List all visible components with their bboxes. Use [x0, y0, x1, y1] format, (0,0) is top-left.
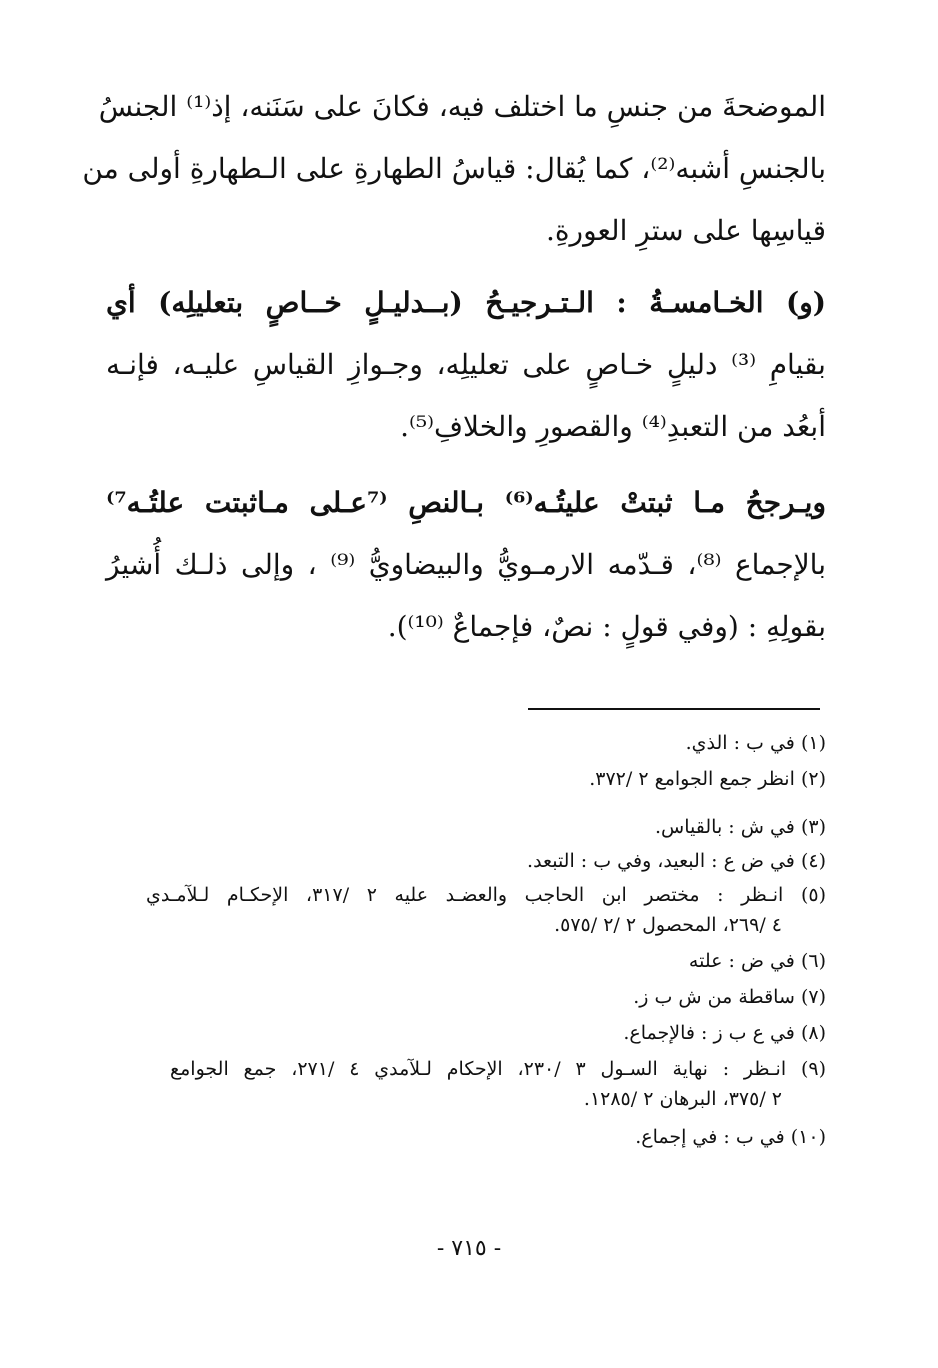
footnote-text: في ض ع : البعيد، وفي ب : التبعد.	[527, 850, 795, 872]
paragraph-2	[106, 272, 826, 458]
paragraph-3	[106, 472, 826, 658]
paragraph-line: بالجنسِ أشبه⁽²⁾، كما يُقال: قياسُ الطهارةِ على الـطهارةِ أولى من	[82, 152, 826, 185]
footnote-9-continuation	[146, 1084, 826, 1114]
paragraph-line: ويـرجحُ مـا ثبتتْ عليتُـه⁽⁶⁾ بـالنصِ ⁽⁷عـلى مـاثبتت علتُـه⁷⁾	[106, 486, 826, 519]
footnote-5-continuation	[146, 910, 826, 940]
paragraph-line: الموضحةَ من جنسِ ما اختلف فيه، فكانَ على سَنَنه، إذ⁽¹⁾ الجنسُ	[98, 90, 826, 123]
paragraph-line: بالإجماع ⁽⁸⁾، قـدّمه الارمـويُّ والبيضاويُّ ⁽⁹⁾ ، وإلى ذلـك أُشيرُ	[106, 548, 827, 581]
footnote-2	[146, 764, 826, 794]
footnote-text: في ش : بالقياس.	[655, 816, 795, 838]
footnote-number: (١)	[800, 732, 826, 754]
footnote-number: (٤)	[800, 850, 826, 872]
footnote-9	[170, 1054, 826, 1084]
footnote-separator	[528, 708, 820, 710]
footnote-6	[146, 946, 826, 976]
paragraph-line: بقيامِ ⁽³⁾ دليلٍ خـاصٍ على تعليلِه، وجـوازِ القياسِ عليـه، فإنـه	[106, 348, 826, 381]
footnote-7	[146, 982, 826, 1012]
footnote-3	[146, 812, 826, 842]
paragraph-line: قياسِها على سترِ العورةِ.	[545, 214, 826, 247]
footnote-number: (٣)	[800, 816, 826, 838]
footnote-text: انـظر : نهاية السـول ٣ /٢٣٠، الإحكام لـلآمدي ٤ /٢٧١، جمع الجوامع	[170, 1058, 787, 1080]
paragraph-line: أبعُد من التعبدِ⁽⁴⁾ والقصورِ والخلافِ⁽⁵⁾.	[400, 410, 826, 443]
footnote-10	[146, 1122, 826, 1152]
footnote-4	[146, 846, 826, 876]
footnote-number: (٦)	[800, 950, 826, 972]
footnote-text: في ع ب ز : فالإجماع.	[623, 1022, 795, 1044]
footnote-5	[146, 880, 826, 910]
paragraph-1	[82, 76, 826, 262]
footnote-text: ٤ /٢٦٩، المحصول ٢ /٢ /٥٧٥.	[554, 914, 782, 936]
footnote-text: ساقطة من ش ب ز.	[633, 986, 795, 1008]
page-number: - ٧١٥ -	[436, 1236, 502, 1261]
footnote-text: انظر جمع الجوامع ٢ /٣٧٢.	[589, 768, 795, 790]
footnote-text: في ب : الذي.	[685, 732, 795, 754]
paragraph-line: بقولِهِ : (وفي قولٍ : نصٌ، فإجماعٌ ⁽¹⁰⁾).	[387, 610, 826, 643]
paragraph-line: (و) الخـامسـةُ : الـتـرجيـحُ (بــدليـلٍ خــاصٍ بتعليلِه) أي	[106, 286, 826, 319]
footnote-8	[146, 1018, 826, 1048]
footnotes	[146, 728, 826, 1152]
footnote-number: (١٠)	[790, 1126, 826, 1148]
footnote-number: (٢)	[800, 768, 826, 790]
footnote-1	[146, 728, 826, 758]
footnote-number: (٥)	[800, 884, 826, 906]
footnote-number: (٩)	[800, 1058, 827, 1080]
footnote-number: (٨)	[800, 1022, 826, 1044]
footnote-number: (٧)	[800, 986, 826, 1008]
footnote-text: انـظر : مختصر ابن الحاجب والعضـد عليه ٢ /٣١٧، الإحكـام لـلآمـدي	[146, 884, 784, 906]
footnote-text: ٢ /٣٧٥، البرهان ٢ /١٢٨٥.	[583, 1088, 782, 1110]
footnote-text: في ب : في إجماع.	[635, 1126, 785, 1148]
footnote-text: في ض : علته	[688, 950, 795, 972]
